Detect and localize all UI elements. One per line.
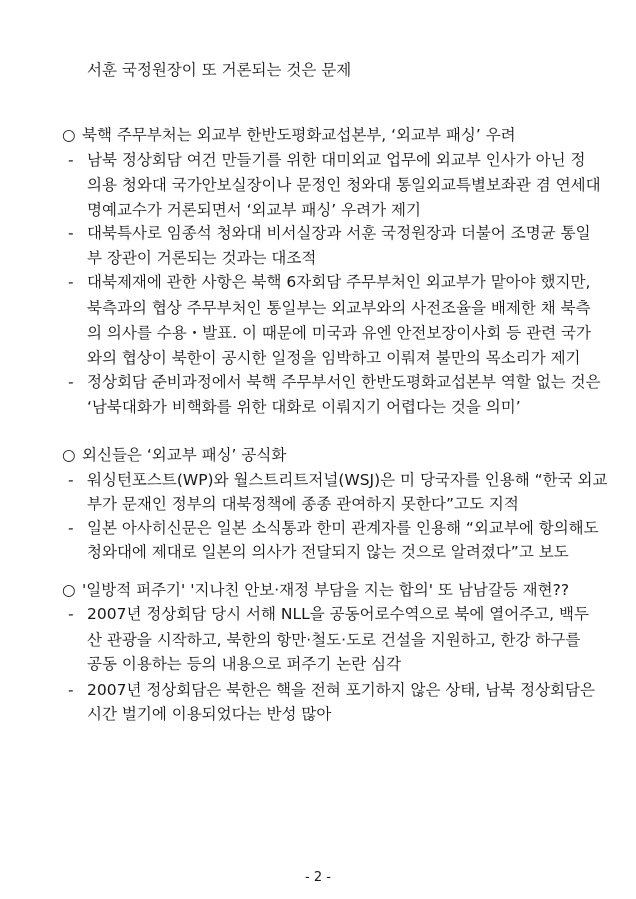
bullet-line: 2007년 정상회담은 북한은 핵을 전혀 포기하지 않은 상태, 남북 정상회담은 [87,681,595,699]
bullet-line: 정상회담 준비과정에서 북핵 주무부서인 한반도평화교섭본부 역할 없는 것은 [87,373,601,391]
bullet-line: 대북특사로 임종석 청와대 비서실장과 서훈 국정원장과 더불어 조명균 통일 [87,224,591,242]
dash-bullet-icon: - [68,471,74,489]
bullet-line: 청와대에 제대로 일본의 의사가 전달되지 않는 것으로 알려졌다”고 보도 [87,543,569,561]
dash-bullet-icon: - [68,605,74,623]
bullet-line: 북측과의 협상 주무부처인 통일부는 외교부와의 사전조율을 배제한 채 북측 [87,299,591,317]
page-number: - 2 - [305,870,331,885]
circle-bullet-icon: ○ [62,126,76,144]
dash-bullet-icon: - [68,224,74,242]
circle-bullet-icon: ○ [62,581,76,599]
intro-line: 서훈 국정원장이 또 거론되는 것은 문제 [87,61,352,79]
bullet-line: ‘남북대화가 비핵화를 위한 대화로 이뤄지기 어렵다는 것을 의미’ [87,398,521,416]
dash-bullet-icon: - [68,373,74,391]
section-heading: 외신들은 ‘외교부 패싱’ 공식화 [82,446,287,464]
bullet-line: 산 관광을 시작하고, 북한의 항만·철도·도로 건설을 지원하고, 한강 하구를 [87,631,581,649]
dash-bullet-icon: - [68,681,74,699]
bullet-line: 부 장관이 거론되는 것과는 대조적 [87,249,317,267]
bullet-line: 공동 이용하는 등의 내용으로 퍼주기 논란 심각 [87,655,402,673]
dash-bullet-icon: - [68,273,74,291]
bullet-line: 부가 문재인 정부의 대북정책에 종종 관여하지 못한다”고도 지적 [87,495,519,513]
bullet-line: 와의 협상이 북한이 공시한 일정을 임박하고 이뤄져 불만의 목소리가 제기 [87,349,581,367]
bullet-line: 명예교수가 거론되면서 ‘외교부 패싱’ 우려가 제기 [87,201,421,219]
bullet-line: 일본 아사히신문은 일본 소식통과 한미 관계자를 인용해 “외교부에 항의해도 [87,519,599,537]
bullet-line: 시간 벌기에 이용되었다는 반성 많아 [87,705,332,723]
bullet-line: 대북제재에 관한 사항은 북핵 6자회담 주무부처인 외교부가 맡아야 했지만, [87,273,591,291]
bullet-line: 의 의사를 수용・발표. 이 때문에 미국과 유엔 안전보장이사회 등 관련 국가 [87,324,591,342]
section-heading: 북핵 주무부처는 외교부 한반도평화교섭본부, ‘외교부 패싱’ 우려 [82,126,516,144]
bullet-line: 남북 정상회담 여건 만들기를 위한 대미외교 업무에 외교부 인사가 아닌 정 [87,151,586,169]
section-heading: '일방적 퍼주기' '지나친 안보·재정 부담을 지는 합의' 또 남남갈등 재현?? [82,581,570,599]
dash-bullet-icon: - [68,519,74,537]
circle-bullet-icon: ○ [62,446,76,464]
bullet-line: 의용 청와대 국가안보실장이나 문정인 청와대 통일외교특별보좌관 겸 연세대 [87,176,601,194]
dash-bullet-icon: - [68,151,74,169]
bullet-line: 워싱턴포스트(WP)와 월스트리트저널(WSJ)은 미 당국자를 인용해 “한국 외교 [87,471,608,489]
bullet-line: 2007년 정상회담 당시 서해 NLL을 공동어로수역으로 북에 열어주고, 백두 [87,605,589,623]
